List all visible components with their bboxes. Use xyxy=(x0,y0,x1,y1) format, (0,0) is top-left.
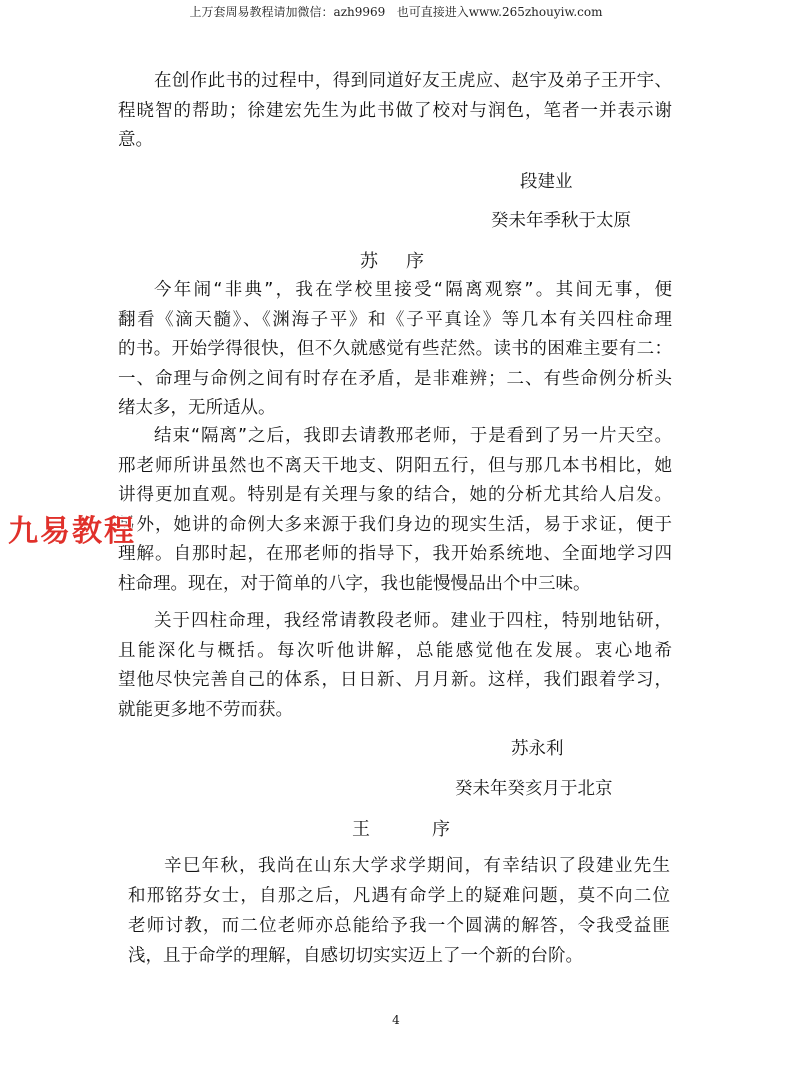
text-line: 另外，她讲的命例大多来源于我们身边的现实生活，易于求证，便于 xyxy=(118,514,672,535)
text-line: 老师讨教，而二位老师亦总能给予我一个圆满的解答，令我受益匪 xyxy=(128,916,670,936)
signature-date: 癸未年癸亥月于北京 xyxy=(455,779,613,799)
text-line: 就能更多地不劳而获。 xyxy=(118,699,293,720)
section-heading: 苏 序 xyxy=(360,251,429,272)
text-line: 浅，且于命学的理解，自感切切实实迈上了一个新的台阶。 xyxy=(128,946,583,966)
watermark-logo-text: 九易教程 xyxy=(8,514,136,549)
paragraph xyxy=(118,607,672,725)
text-line: 结束“隔离”之后，我即去请教邢老师，于是看到了另一片天空。 xyxy=(154,426,672,446)
page-number: 4 xyxy=(392,1013,400,1027)
header-promo-text: 上万套周易教程请加微信：azh9969 也可直接进入www.265zhouyiw.com xyxy=(189,5,603,19)
text-line: 关于四柱命理，我经常请教段老师。建业于四柱，特别地钻研， xyxy=(154,611,672,631)
text-line: 邢老师所讲虽然也不离天干地支、阴阳五行，但与那几本书相比，她 xyxy=(118,455,672,476)
text-line: 理解。自那时起，在邢老师的指导下，我开始系统地、全面地学习四 xyxy=(118,544,672,564)
text-line: 意。 xyxy=(118,130,153,150)
text-line: 和邢铭芬女士，自那之后，凡遇有命学上的疑难问题，莫不向二位 xyxy=(128,886,670,906)
text-line: 的书。开始学得很快，但不久就感觉有些茫然。读书的困难主要有二： xyxy=(118,339,672,359)
text-line: 绪太多，无所适从。 xyxy=(118,398,276,418)
author-signature: 段建业 xyxy=(520,172,573,192)
text-line: 且能深化与概括。每次听他讲解，总能感觉他在发展。衷心地希 xyxy=(118,640,672,661)
paragraph xyxy=(118,276,672,424)
section-heading: 王 序 xyxy=(352,819,452,840)
paragraph xyxy=(118,422,672,599)
text-line: 一、命理与命例之间有时存在矛盾，是非难辨；二、有些命例分析头 xyxy=(118,368,672,389)
text-line: 讲得更加直观。特别是有关理与象的结合，她的分析尤其给人启发。 xyxy=(118,485,672,505)
text-line: 程晓智的帮助；徐建宏先生为此书做了校对与润色，笔者一并表示谢 xyxy=(118,100,672,121)
signature-date: 癸未年季秋于太原 xyxy=(491,211,631,231)
text-line: 翻看《滴天髓》、《渊海子平》和《子平真诠》等几本有关四柱命理 xyxy=(118,309,672,330)
text-line: 今年闹“非典”，我在学校里接受“隔离观察”。其间无事，便 xyxy=(154,280,672,300)
paragraph xyxy=(128,851,670,971)
text-line: 辛巳年秋，我尚在山东大学求学期间，有幸结识了段建业先生 xyxy=(164,856,670,876)
author-signature: 苏永利 xyxy=(511,739,564,759)
intro-paragraph xyxy=(118,67,672,156)
text-line: 在创作此书的过程中，得到同道好友王虎应、赵宇及弟子王开宇、 xyxy=(154,71,672,91)
text-line: 柱命理。现在，对于简单的八字，我也能慢慢品出个中三味。 xyxy=(118,573,591,594)
text-line: 望他尽快完善自己的体系，日日新、月月新。这样，我们跟着学习， xyxy=(118,670,672,690)
